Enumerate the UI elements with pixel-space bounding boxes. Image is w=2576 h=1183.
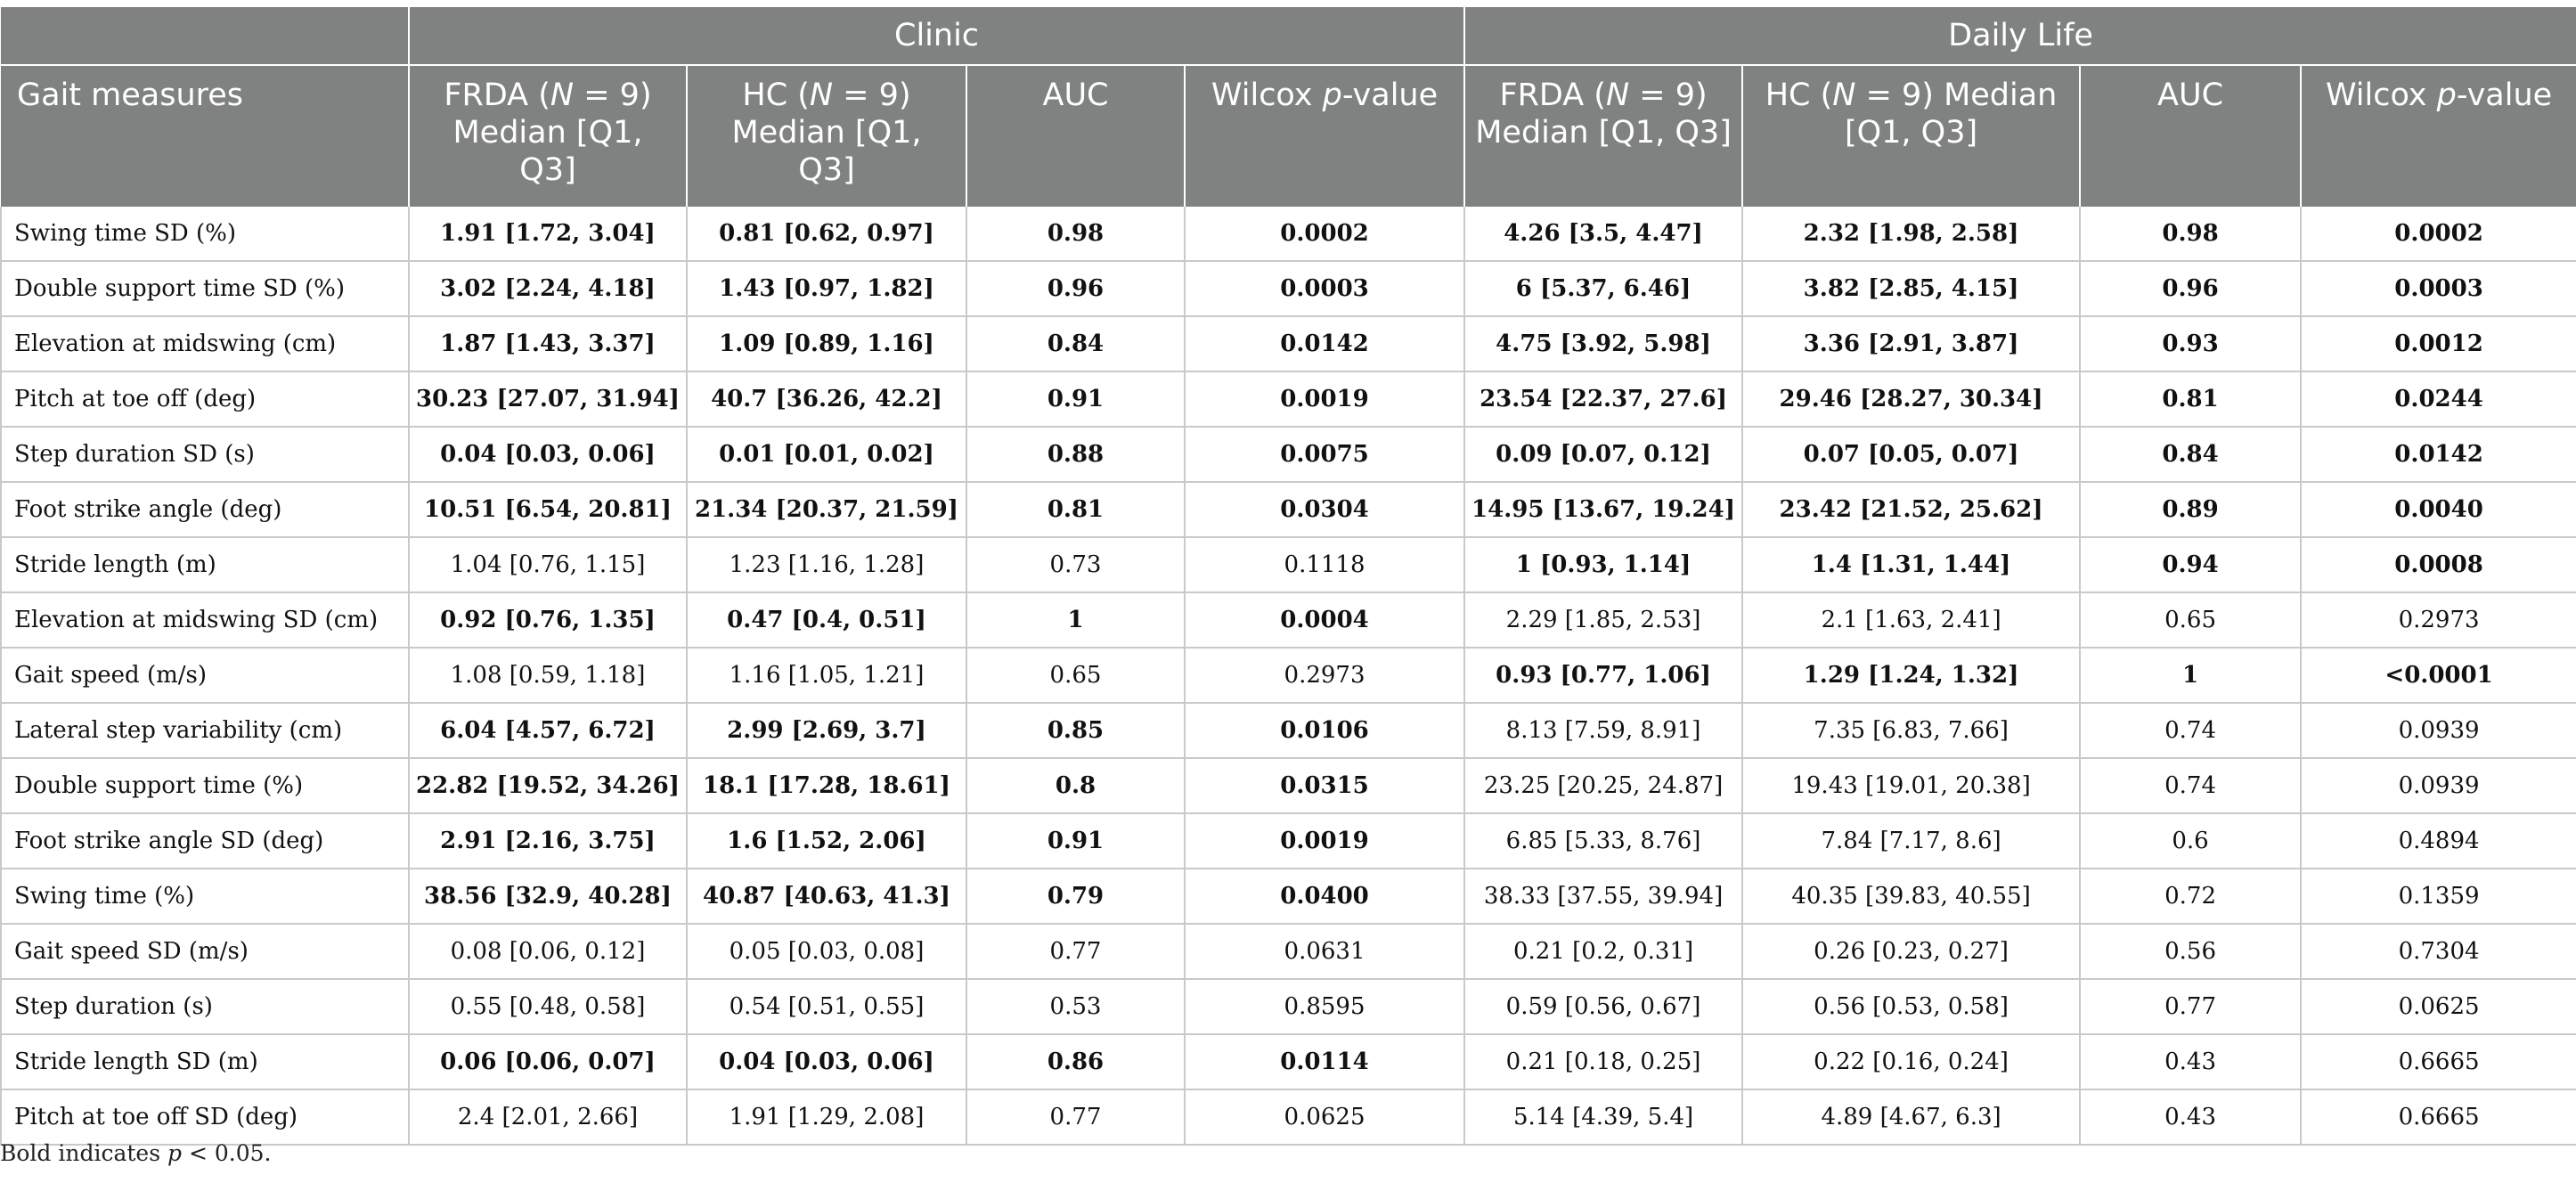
- table-cell: 1.43 [0.97, 1.82]: [687, 261, 966, 316]
- table-cell: 0.2973: [2301, 592, 2576, 648]
- table-cell: 21.34 [20.37, 21.59]: [687, 482, 966, 537]
- table-cell: 0.0939: [2301, 703, 2576, 758]
- row-measure-label: Foot strike angle SD (deg): [1, 813, 409, 869]
- column-header-clinic-auc: AUC: [966, 65, 1185, 207]
- row-measure-label: Gait speed SD (m/s): [1, 924, 409, 979]
- table-row: [1, 427, 2576, 482]
- table-row: [1, 261, 2576, 316]
- table-cell: 0.0002: [1185, 207, 1464, 261]
- table-cell: 0.81: [966, 482, 1185, 537]
- table-cell: 0.4894: [2301, 813, 2576, 869]
- table-cell: 6.04 [4.57, 6.72]: [409, 703, 687, 758]
- table-cell: 0.59 [0.56, 0.67]: [1464, 979, 1742, 1034]
- table-cell: 0.0304: [1185, 482, 1464, 537]
- column-header-clinic-frda: FRDA (N = 9) Median [Q1, Q3]: [409, 65, 687, 207]
- column-header-daily-frda: FRDA (N = 9) Median [Q1, Q3]: [1464, 65, 1742, 207]
- table-cell: 5.14 [4.39, 5.4]: [1464, 1089, 1742, 1145]
- table-cell: 0.0002: [2301, 207, 2576, 261]
- table-cell: 0.0625: [1185, 1089, 1464, 1145]
- table-cell: 0.0142: [1185, 316, 1464, 371]
- table-cell: 6 [5.37, 6.46]: [1464, 261, 1742, 316]
- table-cell: 0.0142: [2301, 427, 2576, 482]
- table-row: [1, 758, 2576, 813]
- table-cell: 1.09 [0.89, 1.16]: [687, 316, 966, 371]
- table-cell: 0.0244: [2301, 371, 2576, 427]
- table-cell: 0.54 [0.51, 0.55]: [687, 979, 966, 1034]
- table-row: [1, 1089, 2576, 1145]
- table-cell: 1.91 [1.29, 2.08]: [687, 1089, 966, 1145]
- table-cell: 14.95 [13.67, 19.24]: [1464, 482, 1742, 537]
- row-measure-label: Swing time (%): [1, 869, 409, 924]
- table-cell: 0.8: [966, 758, 1185, 813]
- table-cell: 1: [966, 592, 1185, 648]
- row-measure-label: Step duration SD (s): [1, 427, 409, 482]
- table-cell: 1: [2080, 648, 2301, 703]
- table-cell: 18.1 [17.28, 18.61]: [687, 758, 966, 813]
- table-cell: 0.79: [966, 869, 1185, 924]
- table-cell: 0.01 [0.01, 0.02]: [687, 427, 966, 482]
- table-cell: 0.2973: [1185, 648, 1464, 703]
- table-cell: 0.05 [0.03, 0.08]: [687, 924, 966, 979]
- table-cell: 0.86: [966, 1034, 1185, 1089]
- table-cell: 0.98: [2080, 207, 2301, 261]
- table-cell: 1.87 [1.43, 3.37]: [409, 316, 687, 371]
- table-cell: 1.08 [0.59, 1.18]: [409, 648, 687, 703]
- table-cell: 0.94: [2080, 537, 2301, 592]
- row-measure-label: Lateral step variability (cm): [1, 703, 409, 758]
- table-cell: 3.36 [2.91, 3.87]: [1742, 316, 2080, 371]
- table-cell: 0.06 [0.06, 0.07]: [409, 1034, 687, 1089]
- table-body: [1, 207, 2576, 1145]
- table-cell: 0.65: [966, 648, 1185, 703]
- table-row: [1, 207, 2576, 261]
- table-cell: 1.16 [1.05, 1.21]: [687, 648, 966, 703]
- table-cell: 2.1 [1.63, 2.41]: [1742, 592, 2080, 648]
- column-header-measure: Gait measures: [1, 65, 409, 207]
- table-cell: 0.93 [0.77, 1.06]: [1464, 648, 1742, 703]
- table-cell: 0.0003: [1185, 261, 1464, 316]
- table-cell: 0.77: [2080, 979, 2301, 1034]
- table-container: [0, 7, 2576, 1146]
- table-cell: 38.56 [32.9, 40.28]: [409, 869, 687, 924]
- row-measure-label: Stride length SD (m): [1, 1034, 409, 1089]
- footnote-suffix: < 0.05.: [182, 1140, 272, 1166]
- table-cell: 0.09 [0.07, 0.12]: [1464, 427, 1742, 482]
- table-cell: 0.0631: [1185, 924, 1464, 979]
- table-cell: 4.75 [3.92, 5.98]: [1464, 316, 1742, 371]
- table-cell: 0.21 [0.18, 0.25]: [1464, 1034, 1742, 1089]
- table-cell: 0.0315: [1185, 758, 1464, 813]
- gait-measures-table: [0, 7, 2576, 1146]
- table-cell: 0.26 [0.23, 0.27]: [1742, 924, 2080, 979]
- table-cell: 0.0019: [1185, 371, 1464, 427]
- column-header-clinic-pvalue: Wilcox p-value: [1185, 65, 1464, 207]
- column-header-daily-hc: HC (N = 9) Median [Q1, Q3]: [1742, 65, 2080, 207]
- table-cell: <0.0001: [2301, 648, 2576, 703]
- table-cell: 1.23 [1.16, 1.28]: [687, 537, 966, 592]
- table-cell: 0.84: [966, 316, 1185, 371]
- table-cell: 0.77: [966, 924, 1185, 979]
- row-measure-label: Double support time SD (%): [1, 261, 409, 316]
- column-header-daily-auc: AUC: [2080, 65, 2301, 207]
- table-cell: 19.43 [19.01, 20.38]: [1742, 758, 2080, 813]
- row-measure-label: Elevation at midswing (cm): [1, 316, 409, 371]
- table-cell: 0.85: [966, 703, 1185, 758]
- column-header-daily-pvalue: Wilcox p-value: [2301, 65, 2576, 207]
- table-cell: 0.93: [2080, 316, 2301, 371]
- table-cell: 23.25 [20.25, 24.87]: [1464, 758, 1742, 813]
- row-measure-label: Elevation at midswing SD (cm): [1, 592, 409, 648]
- table-row: [1, 1034, 2576, 1089]
- table-cell: 2.4 [2.01, 2.66]: [409, 1089, 687, 1145]
- table-cell: 40.87 [40.63, 41.3]: [687, 869, 966, 924]
- table-row: [1, 537, 2576, 592]
- footnote-italic: p: [167, 1140, 183, 1166]
- table-cell: 0.77: [966, 1089, 1185, 1145]
- table-cell: 3.82 [2.85, 4.15]: [1742, 261, 2080, 316]
- table-cell: 0.0019: [1185, 813, 1464, 869]
- table-cell: 0.6665: [2301, 1089, 2576, 1145]
- table-cell: 0.21 [0.2, 0.31]: [1464, 924, 1742, 979]
- table-cell: 0.04 [0.03, 0.06]: [687, 1034, 966, 1089]
- footnote: [0, 1140, 271, 1166]
- table-cell: 0.6665: [2301, 1034, 2576, 1089]
- table-cell: 0.08 [0.06, 0.12]: [409, 924, 687, 979]
- table-cell: 22.82 [19.52, 34.26]: [409, 758, 687, 813]
- table-cell: 0.7304: [2301, 924, 2576, 979]
- footnote-prefix: Bold indicates: [0, 1140, 167, 1166]
- table-row: [1, 869, 2576, 924]
- table-cell: 1.91 [1.72, 3.04]: [409, 207, 687, 261]
- table-cell: 0.0939: [2301, 758, 2576, 813]
- table-cell: 1.4 [1.31, 1.44]: [1742, 537, 2080, 592]
- row-measure-label: Step duration (s): [1, 979, 409, 1034]
- table-cell: 6.85 [5.33, 8.76]: [1464, 813, 1742, 869]
- table-cell: 0.04 [0.03, 0.06]: [409, 427, 687, 482]
- table-cell: 29.46 [28.27, 30.34]: [1742, 371, 2080, 427]
- table-cell: 0.91: [966, 813, 1185, 869]
- table-cell: 0.6: [2080, 813, 2301, 869]
- table-cell: 2.32 [1.98, 2.58]: [1742, 207, 2080, 261]
- row-measure-label: Pitch at toe off (deg): [1, 371, 409, 427]
- table-cell: 0.98: [966, 207, 1185, 261]
- table-cell: 7.35 [6.83, 7.66]: [1742, 703, 2080, 758]
- group-header-daily-life: Daily Life: [1464, 7, 2576, 65]
- row-measure-label: Gait speed (m/s): [1, 648, 409, 703]
- table-row: [1, 703, 2576, 758]
- table-cell: 0.53: [966, 979, 1185, 1034]
- column-header-clinic-hc: HC (N = 9) Median [Q1, Q3]: [687, 65, 966, 207]
- table-cell: 0.56 [0.53, 0.58]: [1742, 979, 2080, 1034]
- group-header-clinic: Clinic: [409, 7, 1464, 65]
- table-cell: 3.02 [2.24, 4.18]: [409, 261, 687, 316]
- table-cell: 0.73: [966, 537, 1185, 592]
- table-cell: 0.43: [2080, 1034, 2301, 1089]
- table-cell: 0.81 [0.62, 0.97]: [687, 207, 966, 261]
- table-cell: 1.29 [1.24, 1.32]: [1742, 648, 2080, 703]
- table-cell: 0.0106: [1185, 703, 1464, 758]
- table-cell: 4.89 [4.67, 6.3]: [1742, 1089, 2080, 1145]
- table-cell: 0.0625: [2301, 979, 2576, 1034]
- table-cell: 0.88: [966, 427, 1185, 482]
- table-cell: 0.72: [2080, 869, 2301, 924]
- table-cell: 0.56: [2080, 924, 2301, 979]
- row-measure-label: Double support time (%): [1, 758, 409, 813]
- table-cell: 0.84: [2080, 427, 2301, 482]
- table-row: [1, 592, 2576, 648]
- header-blank-cell: [1, 7, 409, 65]
- table-cell: 2.91 [2.16, 3.75]: [409, 813, 687, 869]
- table-cell: 0.1359: [2301, 869, 2576, 924]
- table-row: [1, 371, 2576, 427]
- table-cell: 30.23 [27.07, 31.94]: [409, 371, 687, 427]
- table-cell: 0.0012: [2301, 316, 2576, 371]
- table-cell: 23.54 [22.37, 27.6]: [1464, 371, 1742, 427]
- table-row: [1, 979, 2576, 1034]
- table-cell: 23.42 [21.52, 25.62]: [1742, 482, 2080, 537]
- table-cell: 0.96: [2080, 261, 2301, 316]
- table-row: [1, 482, 2576, 537]
- table-cell: 0.0004: [1185, 592, 1464, 648]
- table-row: [1, 813, 2576, 869]
- table-cell: 0.1118: [1185, 537, 1464, 592]
- table-cell: 0.92 [0.76, 1.35]: [409, 592, 687, 648]
- table-cell: 4.26 [3.5, 4.47]: [1464, 207, 1742, 261]
- table-cell: 1 [0.93, 1.14]: [1464, 537, 1742, 592]
- table-cell: 0.89: [2080, 482, 2301, 537]
- table-cell: 0.74: [2080, 758, 2301, 813]
- table-cell: 1.04 [0.76, 1.15]: [409, 537, 687, 592]
- table-cell: 38.33 [37.55, 39.94]: [1464, 869, 1742, 924]
- table-cell: 7.84 [7.17, 8.6]: [1742, 813, 2080, 869]
- table-cell: 0.0008: [2301, 537, 2576, 592]
- table-cell: 0.96: [966, 261, 1185, 316]
- table-cell: 0.65: [2080, 592, 2301, 648]
- table-row: [1, 648, 2576, 703]
- row-measure-label: Foot strike angle (deg): [1, 482, 409, 537]
- table-cell: 0.22 [0.16, 0.24]: [1742, 1034, 2080, 1089]
- table-cell: 0.0075: [1185, 427, 1464, 482]
- table-cell: 0.81: [2080, 371, 2301, 427]
- table-cell: 40.35 [39.83, 40.55]: [1742, 869, 2080, 924]
- table-cell: 0.55 [0.48, 0.58]: [409, 979, 687, 1034]
- table-cell: 2.99 [2.69, 3.7]: [687, 703, 966, 758]
- table-cell: 0.0400: [1185, 869, 1464, 924]
- table-cell: 8.13 [7.59, 8.91]: [1464, 703, 1742, 758]
- table-cell: 0.43: [2080, 1089, 2301, 1145]
- table-cell: 0.0114: [1185, 1034, 1464, 1089]
- table-cell: 0.07 [0.05, 0.07]: [1742, 427, 2080, 482]
- table-cell: 10.51 [6.54, 20.81]: [409, 482, 687, 537]
- table-cell: 0.74: [2080, 703, 2301, 758]
- row-measure-label: Swing time SD (%): [1, 207, 409, 261]
- table-cell: 2.29 [1.85, 2.53]: [1464, 592, 1742, 648]
- table-cell: 0.47 [0.4, 0.51]: [687, 592, 966, 648]
- table-cell: 0.0003: [2301, 261, 2576, 316]
- row-measure-label: Stride length (m): [1, 537, 409, 592]
- table-cell: 1.6 [1.52, 2.06]: [687, 813, 966, 869]
- table-cell: 0.8595: [1185, 979, 1464, 1034]
- table-cell: 40.7 [36.26, 42.2]: [687, 371, 966, 427]
- table-row: [1, 316, 2576, 371]
- table-cell: 0.0040: [2301, 482, 2576, 537]
- row-measure-label: Pitch at toe off SD (deg): [1, 1089, 409, 1145]
- table-cell: 0.91: [966, 371, 1185, 427]
- table-row: [1, 924, 2576, 979]
